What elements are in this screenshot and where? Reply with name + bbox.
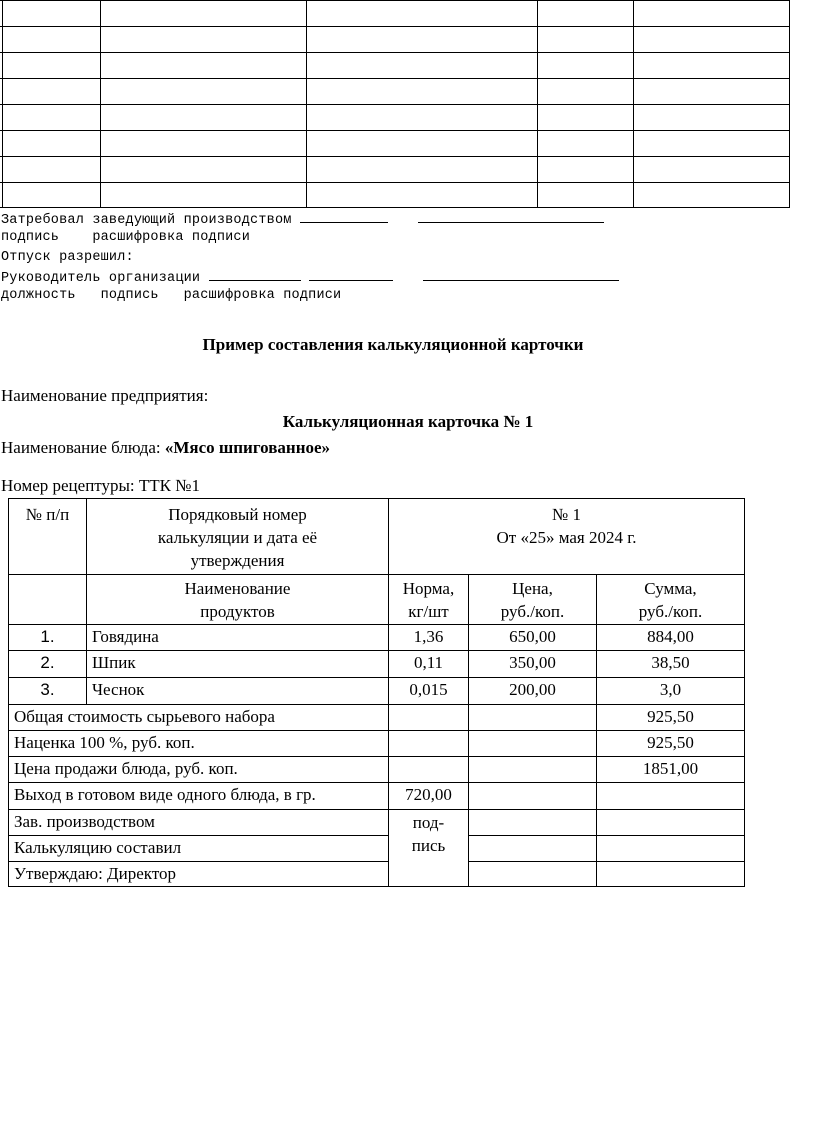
calc-number: № 1 (552, 505, 581, 524)
compiled-label: Калькуляцию составил (9, 836, 389, 862)
head-hint: должность подпись расшифровка подписи (1, 288, 342, 303)
decoding-blank (423, 268, 619, 281)
dish-value: «Мясо шпигованное» (164, 438, 331, 457)
grid-hline (0, 52, 790, 53)
enterprise-label: Наименование предприятия: (1, 386, 209, 405)
head-label: Руководитель организации (1, 271, 201, 286)
row-number: 1. (9, 625, 87, 651)
calc-date: От «25» мая 2024 г. (496, 528, 637, 547)
grid-hline (0, 182, 790, 183)
dish-label: Наименование блюда: (1, 438, 161, 457)
empty-cell (469, 836, 597, 862)
example-title: Пример составления калькуляционной карточки (202, 335, 584, 354)
grid-hline (0, 156, 790, 157)
product-norm: 0,015 (389, 678, 469, 705)
total-row (9, 705, 745, 731)
total-label: Общая стоимость сырьевого набора (9, 705, 389, 731)
requested-label: Затребовал заведующий производством (1, 213, 292, 228)
signature-text: пись (411, 836, 446, 855)
signature-text: под- (412, 813, 445, 832)
empty-cell (389, 731, 469, 757)
header-price-line: Цена, (512, 579, 553, 598)
head-production-label: Зав. производством (9, 810, 389, 836)
signature-blank (309, 268, 393, 281)
release-label: Отпуск разрешил: (1, 250, 134, 265)
grid-hline (0, 26, 790, 27)
yield-row (9, 783, 745, 810)
empty-cell (597, 836, 745, 862)
header-calc-line: калькуляции и дата её (157, 528, 318, 547)
header-product (87, 575, 389, 625)
header-price-line: руб./коп. (500, 602, 565, 621)
product-price: 650,00 (469, 625, 597, 651)
product-sum: 3,0 (597, 678, 745, 705)
empty-cell (389, 757, 469, 783)
empty-cell (469, 731, 597, 757)
grid-hline (0, 207, 790, 208)
header-norm-line: Норма, (402, 579, 455, 598)
empty-cell (469, 757, 597, 783)
empty-cell (389, 705, 469, 731)
markup-row (9, 731, 745, 757)
grid-hline (0, 130, 790, 131)
product-sum: 884,00 (597, 625, 745, 651)
header-calc (87, 499, 389, 575)
product-norm: 1,36 (389, 625, 469, 651)
grid-hline (0, 0, 790, 1)
markup-value: 925,50 (597, 731, 745, 757)
approve-label: Утверждаю: Директор (9, 862, 389, 887)
signature-blank (300, 210, 388, 223)
header-sum-line: Сумма, (644, 579, 697, 598)
yield-value: 720,00 (389, 783, 469, 810)
header-sum-line: руб./коп. (638, 602, 703, 621)
sale-value: 1851,00 (597, 757, 745, 783)
table-row (9, 625, 745, 651)
table-header-row (9, 499, 745, 575)
empty-cell (469, 862, 597, 887)
product-price: 200,00 (469, 678, 597, 705)
dish-line (1, 438, 330, 458)
table-row (9, 678, 745, 705)
grid-vline (537, 0, 538, 208)
grid-hline (0, 104, 790, 105)
grid-vline (100, 0, 101, 208)
sale-label: Цена продажи блюда, руб. коп. (9, 757, 389, 783)
header-price (469, 575, 597, 625)
empty-cell (469, 705, 597, 731)
header-product-line: Наименование (184, 579, 291, 598)
calc-number-date (389, 499, 745, 575)
product-sum: 38,50 (597, 651, 745, 678)
grid-vline (306, 0, 307, 208)
empty-cell (9, 575, 87, 625)
requested-hint: подпись расшифровка подписи (1, 230, 251, 245)
header-product-line: продуктов (200, 602, 275, 621)
product-norm: 0,11 (389, 651, 469, 678)
total-value: 925,50 (597, 705, 745, 731)
calculation-table (8, 498, 745, 887)
requested-line (1, 210, 604, 229)
empty-cell (597, 862, 745, 887)
signature-cell (389, 810, 469, 887)
header-sum (597, 575, 745, 625)
recipe-line: Номер рецептуры: ТТК №1 (1, 476, 200, 495)
decoding-blank (418, 210, 604, 223)
header-num (9, 499, 87, 575)
row-number: 3. (9, 678, 87, 705)
header-calc-line: утверждения (190, 551, 285, 570)
grid-vline (789, 0, 790, 208)
grid-hline (0, 78, 790, 79)
header-calc-line: Порядковый номер (168, 505, 307, 524)
product-name: Говядина (87, 625, 389, 651)
signature-row (9, 862, 745, 887)
markup-label: Наценка 100 %, руб. коп. (9, 731, 389, 757)
signature-row (9, 836, 745, 862)
empty-cell (597, 783, 745, 810)
product-name: Чеснок (87, 678, 389, 705)
head-line (1, 268, 619, 287)
table-row (9, 651, 745, 678)
grid-vline (2, 0, 3, 208)
header-num-text: № п/п (25, 505, 70, 524)
yield-label: Выход в готовом виде одного блюда, в гр. (9, 783, 389, 810)
header-norm (389, 575, 469, 625)
header-norm-line: кг/шт (408, 602, 449, 621)
sale-row (9, 757, 745, 783)
card-title: Калькуляционная карточка № 1 (282, 412, 534, 431)
table-subheader-row (9, 575, 745, 625)
empty-cell (597, 810, 745, 836)
product-price: 350,00 (469, 651, 597, 678)
signature-row (9, 810, 745, 836)
product-name: Шпик (87, 651, 389, 678)
row-number: 2. (9, 651, 87, 678)
empty-cell (469, 783, 597, 810)
position-blank (209, 268, 301, 281)
grid-vline (633, 0, 634, 208)
empty-cell (469, 810, 597, 836)
